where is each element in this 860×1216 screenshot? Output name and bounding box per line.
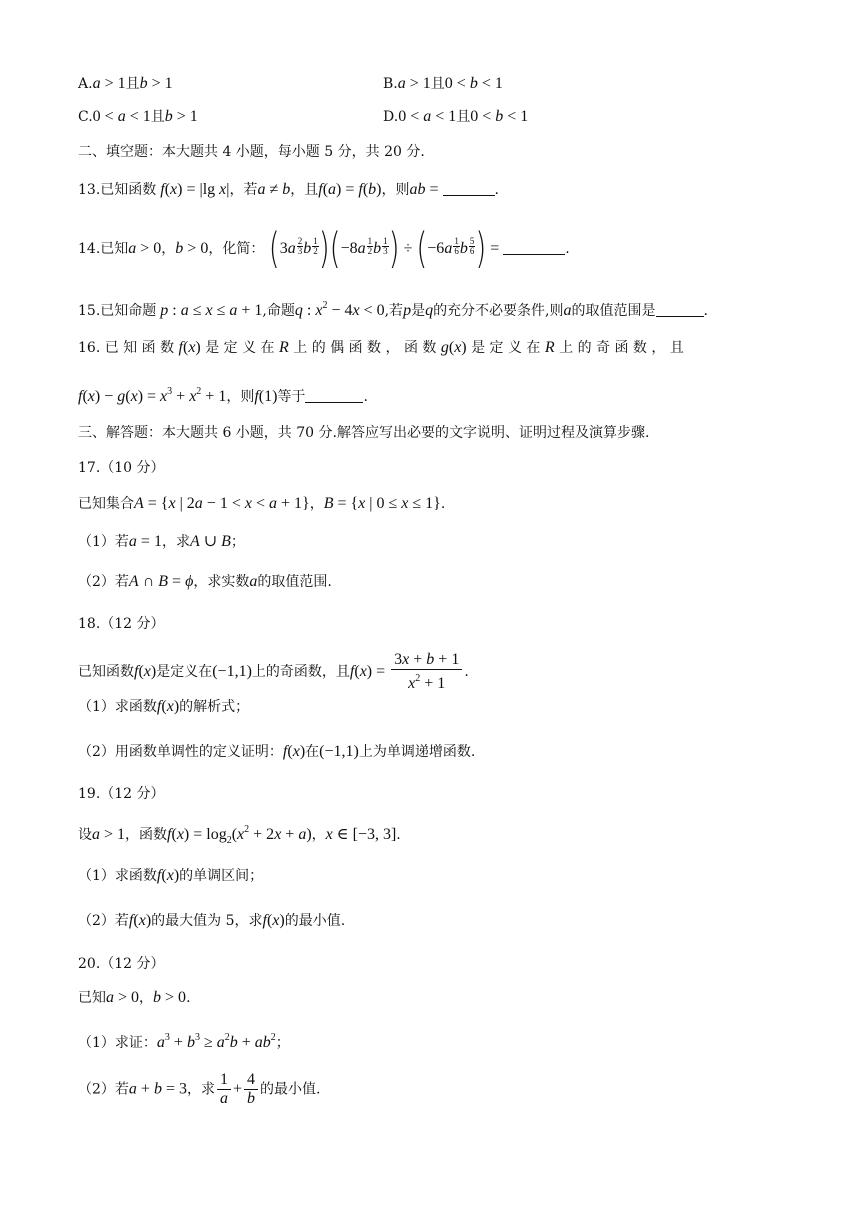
section-2-header: 二、填空题：本大题共 4 小题，每小题 5 分，共 20 分.: [78, 144, 425, 160]
question-17-title: 17.（10 分）: [78, 460, 165, 476]
question-20-stem: 已知a > 0，b > 0.: [78, 989, 191, 1006]
option-d: D.0 < a < 1且0 < b < 1: [383, 108, 529, 125]
question-16-line-1: 16. 已 知 函 数 f(x) 是 定 义 在 R 上 的 偶 函 数 ， 函 数 g(x) 是 定 义 在 R 上 的 奇 函 数 ， 且: [78, 339, 684, 356]
answer-blank: [503, 240, 565, 255]
question-18-title: 18.（12 分）: [78, 616, 165, 632]
question-19-stem: 设a > 1，函数$f(x) = \log_2(x^2 + 2x + a)$，x ∈ [−3, 3].: [78, 824, 401, 846]
question-20-part-2: （2）若a + b = 3，求 $\frac{1}{a}$ + $\frac{4}{b}$ 的最小值.: [78, 1071, 321, 1107]
option-c: C.0 < a < 1且b > 1: [78, 108, 198, 125]
question-18-part-1: （1）求函数f(x)的解析式；: [78, 698, 250, 715]
fraction: $\frac{3x + b + 1}{x^2 + 1}$: [391, 651, 462, 693]
question-16-line-2: $f(x) - g(x) = x^3 + x^2 + 1$，则f(1)等于 .: [78, 386, 368, 405]
question-13: 13.已知函数 f(x) = |lg x|，若a ≠ b，且f(a) = f(b)，则ab = .: [78, 181, 499, 198]
question-19-title: 19.（12 分）: [78, 786, 165, 802]
question-19-part-1: （1）求函数f(x)的单调区间；: [78, 867, 264, 884]
question-20-title: 20.（12 分）: [78, 956, 165, 972]
answer-blank: [656, 302, 704, 317]
question-20-part-1: （1）求证：$a^3 + b^3 \ge a^2b + ab^2$；: [78, 1032, 290, 1051]
option-a: A.a > 1且b > 1: [78, 75, 173, 92]
fraction: $\frac{1}{a}$: [217, 1071, 231, 1108]
question-19-part-2: （2）若f(x)的最大值为 5，求f(x)的最小值.: [78, 912, 346, 929]
section-3-header: 三、解答题：本大题共 6 小题，共 70 分.解答应写出必要的文字说明、证明过程及演算步骤.: [78, 425, 650, 441]
question-18-part-2: （2）用函数单调性的定义证明：f(x)在(−1,1)上为单调递增函数.: [78, 743, 476, 760]
answer-blank: [305, 388, 363, 403]
answer-blank: [443, 181, 495, 196]
option-b: B.a > 1且0 < b < 1: [383, 75, 503, 92]
question-14: 14.已知a > 0，b > 0，化简： (3a $\frac{2}{3}$ b $\frac{1}{2}$ )(−8a $\frac{1}{2}$ b $\frac{1}{3}$ ) ÷ (−6a $\frac{1}{6}$ b $\frac{5}{6}$ ) = .: [78, 223, 570, 273]
question-18-stem: 已知函数f(x)是定义在(−1,1)上的奇函数，且f(x) = $\frac{3x + b + 1}{x^2 + 1}$ .: [78, 651, 469, 692]
question-17-stem: 已知集合A = {x | 2a − 1 < x < a + 1}，B = {x | 0 ≤ x ≤ 1}.: [78, 495, 446, 512]
fraction: $\frac{4}{b}$: [244, 1071, 258, 1108]
question-17-part-1: （1）若a = 1，求A ∪ B；: [78, 533, 245, 550]
question-15: 15.已知命题 p : a ≤ x ≤ a + 1,命题q : $x^2 - 4x < 0$,若p是q的充分不必要条件,则a的取值范围是 .: [78, 300, 708, 319]
question-17-part-2: （2）若A ∩ B = ϕ，求实数a的取值范围.: [78, 573, 332, 590]
